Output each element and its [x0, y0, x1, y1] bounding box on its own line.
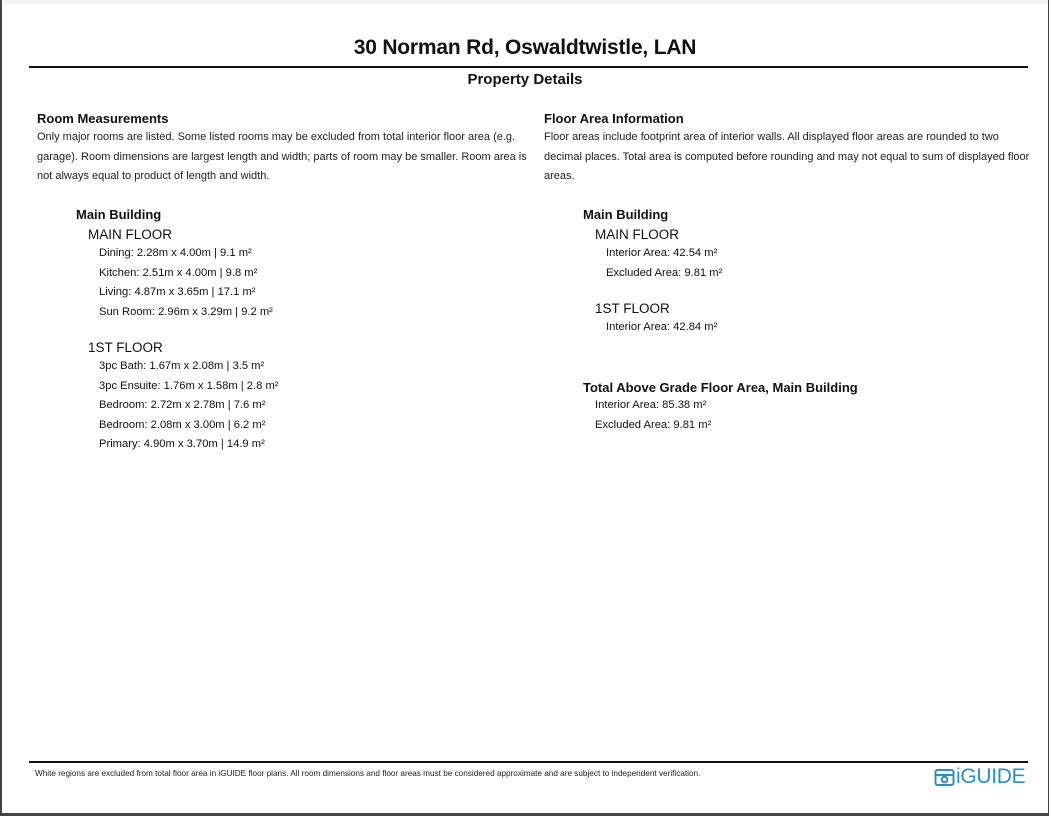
total-floor-area [583, 379, 858, 435]
building-name: Main Building [76, 207, 162, 222]
room-row: Primary: 4.90m x 3.70m | 14.9 m² [99, 438, 265, 450]
area-row: Interior Area: 85.38 m² [595, 399, 707, 411]
area-row: Excluded Area: 9.81 m² [606, 266, 723, 279]
room-row: 3pc Bath: 1.67m x 2.08m | 3.5 m² [99, 360, 265, 372]
room-row: Living: 4.87m x 3.65m | 17.1 m² [99, 286, 256, 298]
room-row: 3pc Ensuite: 1.76m x 1.58m | 2.8 m² [99, 379, 279, 392]
floor-name: MAIN FLOOR [88, 227, 173, 242]
room-measurements-building [76, 206, 279, 455]
floor-area-description: Floor areas include footprint area of interior walls. All displayed floor areas are rounded to two decimal places. Total area is computed before rounding and may not equal to sum of displayed floor areas. [544, 131, 1030, 182]
room-measurements-section [37, 110, 532, 187]
room-row: Bedroom: 2.08m x 3.00m | 6.2 m² [99, 418, 266, 431]
room-row: Sun Room: 2.96m x 3.29m | 9.2 m² [99, 305, 273, 318]
floor-name: 1ST FLOOR [88, 340, 163, 355]
room-row: Dining: 2.28m x 4.00m | 9.1 m² [99, 247, 252, 259]
top-strip [4, 0, 1048, 4]
area-row: Interior Area: 42.54 m² [606, 247, 718, 259]
room-row: Bedroom: 2.72m x 2.78m | 7.6 m² [99, 399, 266, 411]
logo-text: iGUIDE [956, 765, 1026, 788]
area-row: Interior Area: 42.84 m² [606, 321, 718, 333]
total-floor-area-heading: Total Above Grade Floor Area, Main Building [583, 380, 858, 395]
room-row: Kitchen: 2.51m x 4.00m | 9.8 m² [99, 266, 258, 279]
iguide-logo [934, 765, 1025, 789]
page-title: 30 Norman Rd, Oswaldtwistle, LAN [353, 36, 697, 59]
floor-area-heading: Floor Area Information [544, 111, 684, 126]
page-subtitle: Property Details [467, 71, 583, 88]
floor-name: MAIN FLOOR [595, 227, 680, 242]
floor-area-section [544, 110, 1039, 187]
room-measurements-heading: Room Measurements [37, 111, 169, 126]
title-divider [29, 66, 1028, 68]
floor-name: 1ST FLOOR [595, 301, 670, 316]
footer-divider [29, 761, 1028, 763]
building-name: Main Building [583, 207, 669, 222]
floor-area-building [583, 206, 722, 338]
iguide-camera-icon [934, 768, 955, 787]
room-measurements-description: Only major rooms are listed. Some listed rooms may be excluded from total interior floor area (e.g. garage). Room dimensions are largest length and width; parts of room may be smaller. Room area is not always equal to product of length and width. [37, 131, 527, 182]
footer-disclaimer: White regions are excluded from total floor area in iGUIDE floor plans. All room dimensions and floor areas must be considered approximate and are subject to independent verification. [35, 769, 701, 778]
area-row: Excluded Area: 9.81 m² [595, 418, 712, 431]
